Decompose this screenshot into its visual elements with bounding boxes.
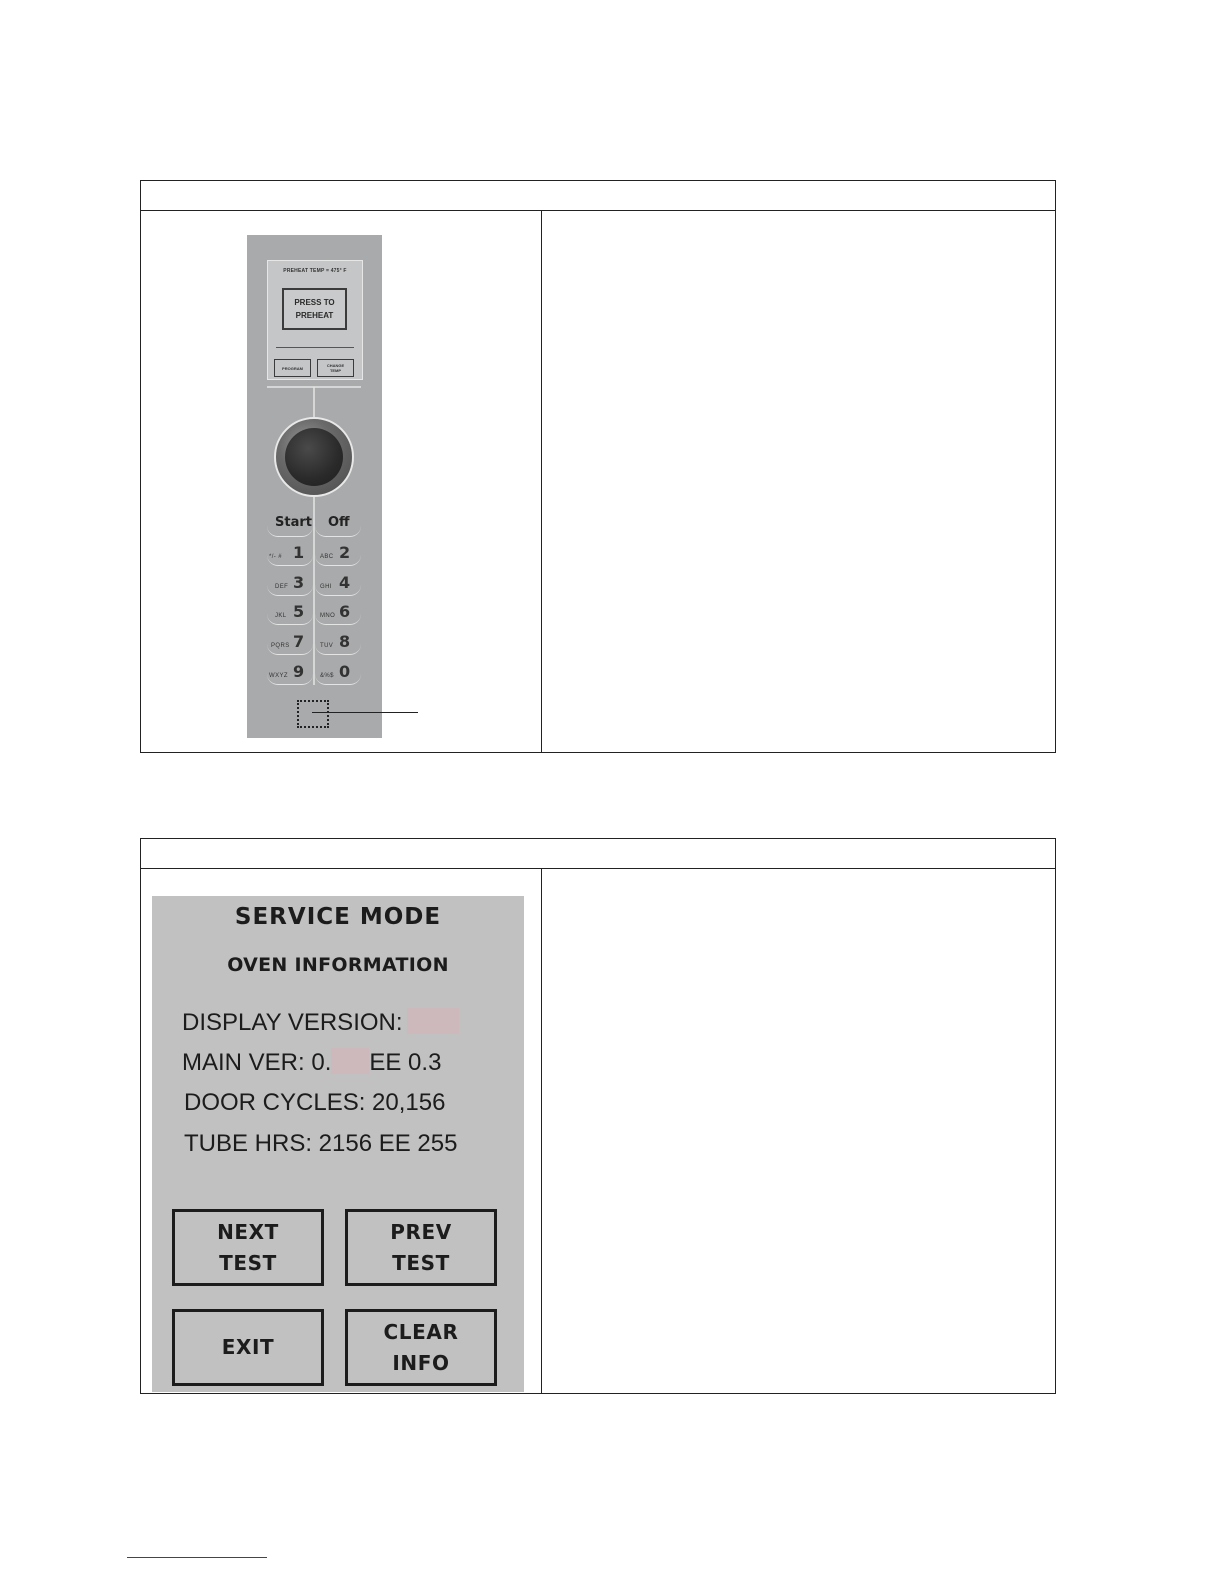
service-mode-screen — [152, 896, 524, 1392]
key-3-letters: DEF — [275, 584, 289, 590]
table-1-column-divider — [541, 210, 542, 753]
door-cycles-line: DOOR CYCLES: 20,156 — [184, 1089, 446, 1116]
key-3-number: 3 — [293, 573, 305, 592]
main-version-redaction — [331, 1048, 369, 1074]
preheat-temp-text: PREHEAT TEMP = 475° F — [283, 268, 347, 274]
key-5-letters: JKL — [275, 613, 287, 619]
knob-center — [285, 428, 343, 486]
next-test-button[interactable] — [172, 1209, 324, 1286]
key-5-arc — [267, 614, 313, 625]
key-2-arc — [315, 555, 361, 566]
main-version-prefix: MAIN VER: 0. — [182, 1049, 332, 1076]
display-version-redaction — [407, 1008, 459, 1034]
key-1-arc — [267, 555, 313, 566]
key-8-number: 8 — [339, 632, 351, 651]
key-2-letters: ABC — [320, 554, 334, 560]
key-5-number: 5 — [293, 602, 305, 621]
oven-control-panel — [247, 235, 382, 738]
callout-leader-line — [312, 712, 418, 713]
service-mode-title: SERVICE MODE — [234, 904, 442, 930]
tube-hours-line: TUBE HRS: 2156 EE 255 — [184, 1130, 458, 1157]
main-version-suffix: EE 0.3 — [369, 1049, 442, 1076]
key-4-number: 4 — [339, 573, 351, 592]
start-key-arc — [267, 526, 313, 537]
display-version-line — [182, 1008, 459, 1037]
key-6-letters: MNO — [320, 613, 336, 619]
clear-info-line2: INFO — [392, 1350, 450, 1375]
key-0-number: 0 — [339, 662, 351, 681]
prev-test-line2: TEST — [392, 1250, 450, 1275]
off-key-arc — [315, 526, 361, 537]
key-4-arc — [315, 585, 361, 596]
key-7-letters: PQRS — [271, 643, 290, 649]
key-9-arc — [267, 674, 313, 685]
key-6-arc — [315, 614, 361, 625]
change-temp-label: CHANGE TEMP — [326, 363, 345, 373]
program-button[interactable]: PROGRAM — [274, 359, 311, 377]
key-9-number: 9 — [293, 662, 305, 681]
key-1-letters: */- # — [269, 554, 283, 560]
off-key-label: Off — [328, 515, 350, 530]
key-7-arc — [267, 644, 313, 655]
prev-test-button[interactable] — [345, 1209, 497, 1286]
key-0-arc — [315, 674, 361, 685]
table-2-header-divider — [140, 868, 1056, 869]
clear-info-line1: CLEAR — [383, 1319, 459, 1344]
next-test-line1: NEXT — [217, 1219, 279, 1244]
exit-label: EXIT — [221, 1335, 275, 1359]
exit-button[interactable] — [172, 1309, 324, 1386]
clear-info-button[interactable] — [345, 1309, 497, 1386]
footer-link-underline — [127, 1557, 267, 1558]
key-4-letters: GHI — [320, 584, 332, 590]
hidden-service-key-area[interactable] — [297, 700, 329, 728]
oven-information-subtitle: OVEN INFORMATION — [227, 954, 449, 976]
start-key-label: Start — [275, 515, 312, 530]
next-test-line2: TEST — [219, 1250, 277, 1275]
key-2-number: 2 — [339, 543, 351, 562]
key-1-number: 1 — [293, 543, 305, 562]
key-9-letters: WXYZ — [269, 673, 288, 679]
key-6-number: 6 — [339, 602, 351, 621]
press-to-preheat-label: PRESS TO PREHEAT — [294, 298, 335, 320]
prev-test-line1: PREV — [390, 1219, 452, 1244]
key-0-letters: &%$ — [320, 673, 334, 679]
key-8-arc — [315, 644, 361, 655]
display-version-label: DISPLAY VERSION: — [182, 1009, 403, 1036]
key-8-letters: TUV — [320, 643, 334, 649]
selector-knob[interactable] — [274, 417, 354, 497]
key-7-number: 7 — [293, 632, 305, 651]
key-3-arc — [267, 585, 313, 596]
main-version-line — [182, 1048, 441, 1077]
table-1-header-divider — [140, 210, 1056, 211]
table-2-column-divider — [541, 868, 542, 1394]
